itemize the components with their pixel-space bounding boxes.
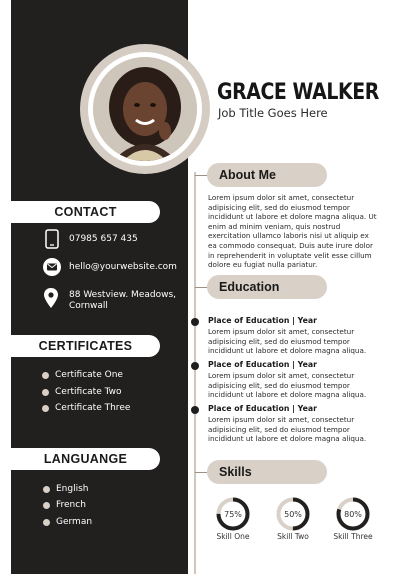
language-bullet <box>43 519 50 526</box>
education-text: Lorem ipsum dolor sit amet, consectetur adipisicing elit, sed do eiusmod tempor incididunt ut labore et dolore magna aliqua. <box>208 415 367 444</box>
certificates-heading: CERTIFICATES <box>11 335 160 357</box>
education-heading: Education <box>207 275 327 299</box>
education-text: Lorem ipsum dolor sit amet, consectetur adipisicing elit, sed do eiusmod tempor incididunt ut labore et dolore magna aliqua. <box>208 371 367 400</box>
skill-percent: 75% <box>224 510 242 519</box>
skill-label: Skill Two <box>277 532 309 541</box>
language-bullet <box>43 502 50 509</box>
education-title: Place of Education | Year <box>208 316 317 325</box>
language-item: German <box>56 517 93 527</box>
contact-address-line2: Cornwall <box>69 301 108 311</box>
job-title: Job Title Goes Here <box>218 106 328 120</box>
timeline-connector <box>195 472 207 473</box>
contact-heading: CONTACT <box>11 201 160 223</box>
skill-label: Skill One <box>216 532 250 541</box>
certificate-item: Certificate One <box>55 370 123 380</box>
timeline-dot <box>191 406 199 414</box>
about-text: Lorem ipsum dolor sit amet, consectetur adipisicing elit, sed do eiusmod tempor incididunt ut labore et dolore magna aliqua. Ut enim ad minim veniam, quis nostrud exercitation ullamco laboris nisi ut aliquip ex ea commodo consequat. Duis aute irure dolor in reprehenderit in voluptate velit esse cillum dolore eu fugiat nulla pariatur. <box>208 193 377 270</box>
contact-phone: 07985 657 435 <box>69 234 138 244</box>
certificate-item: Certificate Three <box>55 403 131 413</box>
timeline-line <box>194 172 196 574</box>
certificate-item: Certificate Two <box>55 387 122 397</box>
candidate-name: GRACE WALKER <box>217 80 379 105</box>
contact-email: hello@yourwebsite.com <box>69 262 177 272</box>
location-pin-icon <box>44 288 58 312</box>
skills-heading: Skills <box>207 460 327 484</box>
certificate-bullet <box>42 405 49 412</box>
about-heading: About Me <box>207 163 327 187</box>
skill-label: Skill Three <box>333 532 373 541</box>
skill-percent: 50% <box>284 510 302 519</box>
contact-address-line1: 88 Westview. Meadows, <box>69 290 177 300</box>
timeline-connector <box>195 175 207 176</box>
languages-heading: LANGUANGE <box>11 448 160 470</box>
certificate-bullet <box>42 389 49 396</box>
timeline-dot <box>191 362 199 370</box>
timeline-connector <box>195 287 207 288</box>
language-bullet <box>43 486 50 493</box>
profile-photo <box>93 57 197 161</box>
language-item: French <box>56 500 86 510</box>
education-title: Place of Education | Year <box>208 404 317 413</box>
education-text: Lorem ipsum dolor sit amet, consectetur adipisicing elit, sed do eiusmod tempor incididunt ut labore et dolore magna aliqua. <box>208 327 367 356</box>
certificate-bullet <box>42 372 49 379</box>
email-icon <box>43 258 61 280</box>
education-title: Place of Education | Year <box>208 360 317 369</box>
phone-icon <box>45 229 59 253</box>
language-item: English <box>56 484 89 494</box>
skill-percent: 80% <box>344 510 362 519</box>
timeline-dot <box>191 318 199 326</box>
